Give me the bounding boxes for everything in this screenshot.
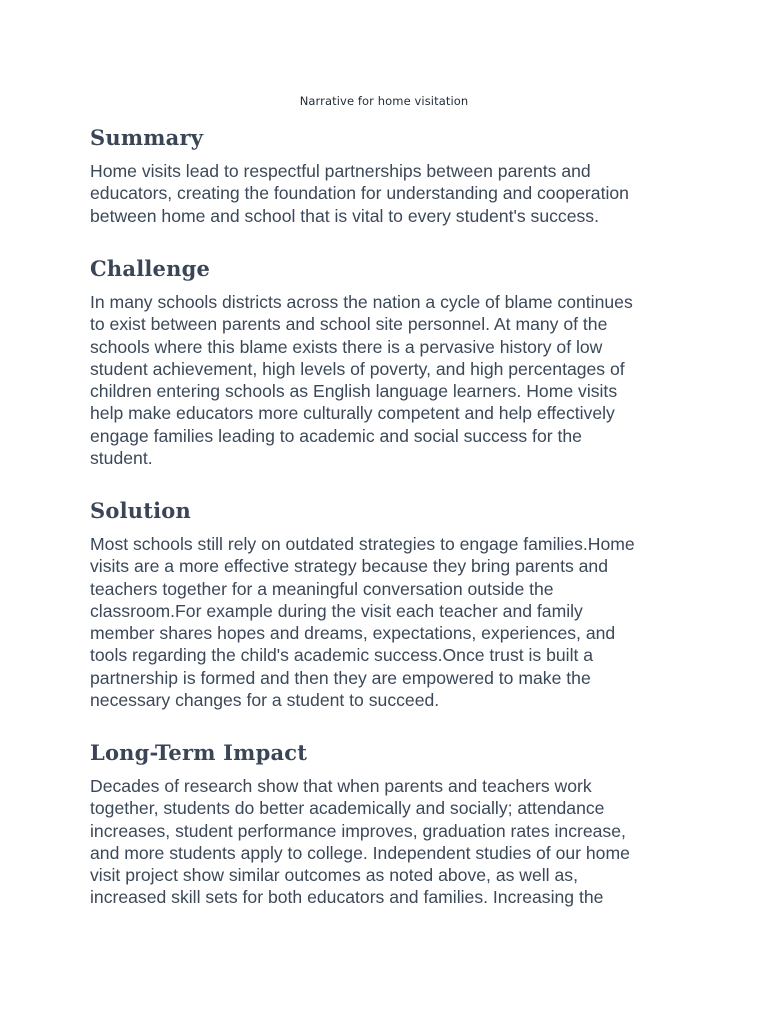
section-summary	[90, 125, 690, 227]
section-body-summary: Home visits lead to respectful partnerships between parents and educators, creating the foundation for understanding and cooperation between home and school that is vital to every student's success.	[90, 161, 629, 226]
section-heading-long-term-impact: Long-Term Impact	[90, 740, 308, 765]
section-body-challenge: In many schools districts across the nation a cycle of blame continues to exist between parents and school site personnel. At many of the schools where this blame exists there is a pervasive history of low student achievement, high levels of poverty, and high percentages of children entering schools as English language learners. Home visits help make educators more culturally competent and help effectively engage families leading to academic and social success for the student.	[90, 292, 633, 469]
section-heading-solution: Solution	[90, 498, 191, 523]
section-heading-challenge: Challenge	[90, 256, 211, 281]
section-body-solution: Most schools still rely on outdated strategies to engage families.Home visits are a more effective strategy because they bring parents and teachers together for a meaningful conversation outside the classroom.For example during the visit each teacher and family member shares hopes and dreams, expectations, experiences, and tools regarding the child's academic success.Once trust is built a partnership is formed and then they are empowered to make the necessary changes for a student to succeed.	[90, 534, 635, 711]
document-title: Narrative for home visitation	[299, 94, 469, 108]
section-challenge	[90, 256, 690, 469]
section-heading-summary: Summary	[90, 125, 204, 150]
section-long-term-impact	[90, 740, 690, 909]
section-solution	[90, 498, 690, 711]
section-body-long-term-impact: Decades of research show that when parents and teachers work together, students do better academically and socially; attendance increases, student performance improves, graduation rates increase, and more students apply to college. Independent studies of our home visit project show similar outcomes as noted above, as well as, increased skill sets for both educators and families. Increasing the	[90, 776, 630, 908]
